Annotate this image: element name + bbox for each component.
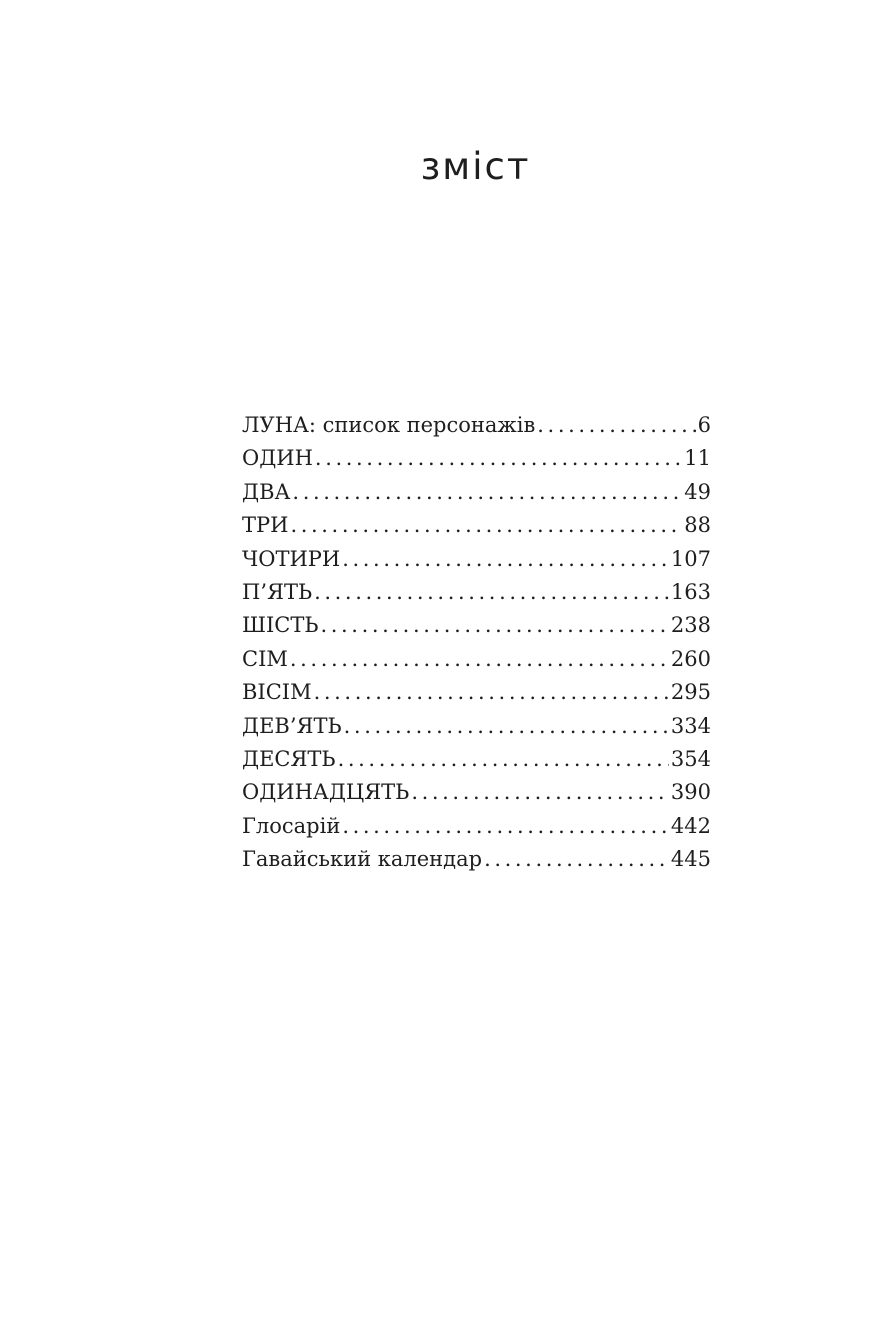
toc-entry-label: ШІСТЬ [242, 613, 319, 638]
toc-entry [242, 747, 711, 780]
dot-leader [320, 613, 668, 637]
toc-entry-page: 442 [670, 813, 711, 838]
toc-entry-page: 354 [670, 746, 711, 771]
dot-leader [344, 714, 669, 738]
toc-entry-page: 334 [670, 713, 711, 738]
toc-entry [242, 513, 711, 546]
toc-entry-label: П’ЯТЬ [242, 579, 313, 604]
toc-entry-page: 260 [670, 646, 711, 671]
toc-entry [242, 446, 711, 479]
dot-leader [537, 413, 695, 437]
toc-entry-page: 11 [684, 446, 711, 471]
toc-entry-page: 49 [684, 479, 711, 504]
toc-entry-label: ДЕСЯТЬ [242, 746, 336, 771]
toc-entry [242, 814, 711, 847]
toc-entry-page: 107 [670, 546, 711, 571]
toc-entry [242, 580, 711, 613]
toc-entry-page: 163 [670, 579, 711, 604]
toc-entry-label: ЛУНА: список персонажів [242, 413, 536, 437]
toc-entry [242, 413, 711, 446]
toc-entry-label: ЧОТИРИ [242, 546, 341, 571]
dot-leader [411, 780, 669, 804]
page-title: зміст [420, 145, 531, 188]
toc-entry [242, 547, 711, 580]
table-of-contents [242, 413, 711, 880]
toc-entry [242, 480, 711, 513]
toc-entry-label: Гавайський календар [242, 847, 483, 872]
toc-entry [242, 714, 711, 747]
toc-entry-label: ДВА [242, 479, 291, 504]
toc-entry-page: 238 [670, 613, 711, 638]
toc-entry-label: СІМ [242, 646, 288, 671]
dot-leader [342, 814, 669, 838]
toc-entry-label: ОДИН [242, 446, 313, 471]
toc-entry-label: Глосарій [242, 813, 341, 838]
dot-leader [314, 580, 669, 604]
dot-leader [342, 547, 669, 571]
dot-leader [338, 747, 669, 771]
dot-leader [484, 847, 669, 871]
dot-leader [292, 480, 682, 504]
toc-entry [242, 647, 711, 680]
toc-entry-label: ОДИНАДЦЯТЬ [242, 780, 410, 805]
toc-entry [242, 613, 711, 646]
dot-leader [315, 446, 682, 470]
toc-entry-page: 445 [670, 847, 711, 872]
toc-entry-page: 88 [684, 513, 711, 538]
toc-entry [242, 680, 711, 713]
toc-entry-label: ДЕВ’ЯТЬ [242, 713, 342, 738]
toc-entry-page: 295 [670, 680, 711, 705]
dot-leader [290, 513, 682, 537]
toc-entry-page: 390 [670, 780, 711, 805]
toc-entry-page: 6 [697, 413, 711, 437]
dot-leader [314, 680, 669, 704]
toc-entry-label: ТРИ [242, 513, 289, 538]
toc-entry-label: ВІСІМ [242, 680, 312, 705]
dot-leader [290, 647, 669, 671]
toc-entry [242, 780, 711, 813]
toc-entry [242, 847, 711, 880]
